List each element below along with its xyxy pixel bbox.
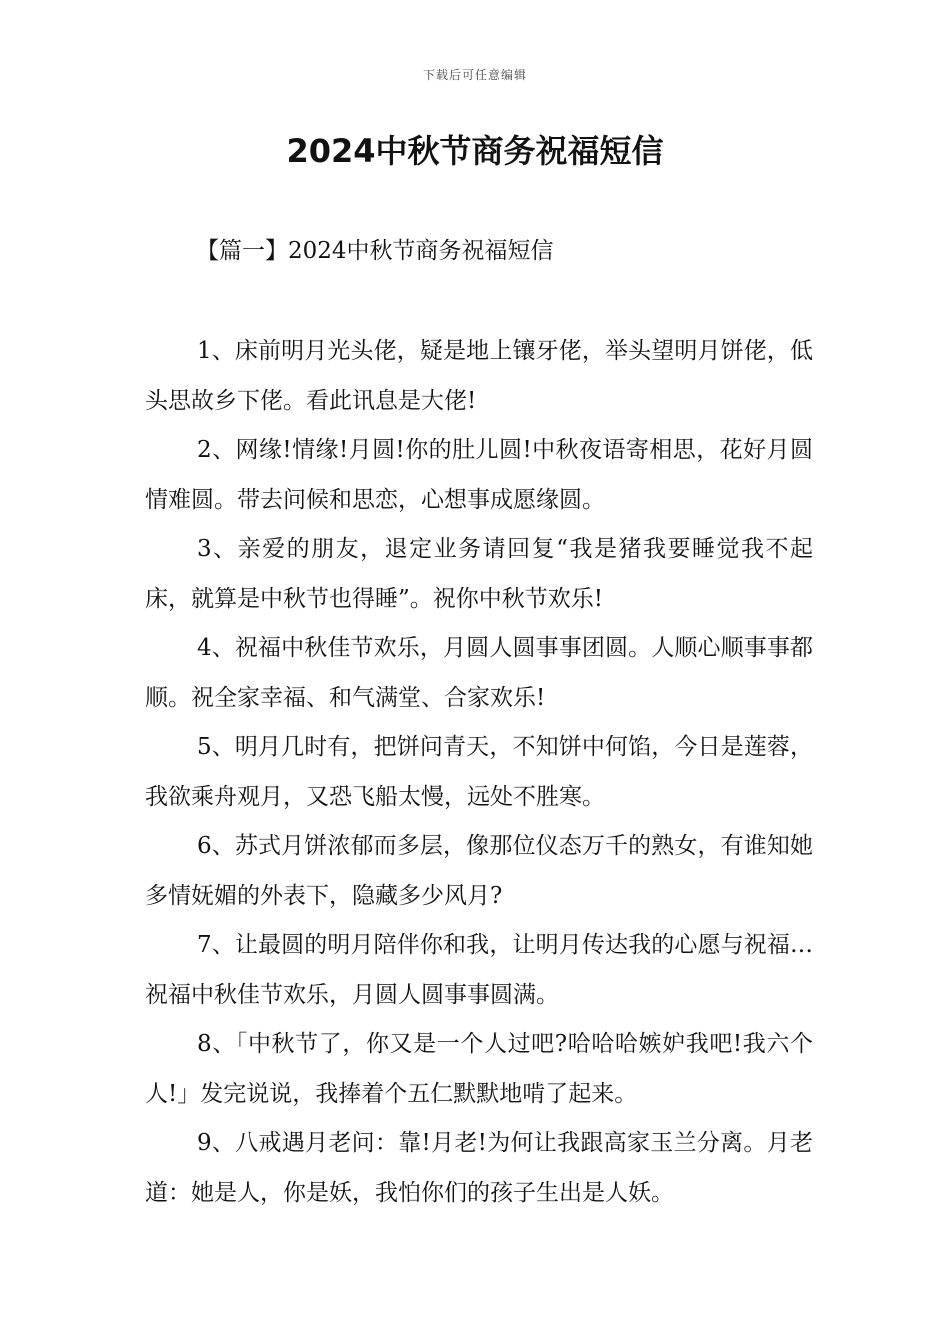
document-title: 2024中秋节商务祝福短信 <box>286 132 664 170</box>
paragraph-3: 3、亲爱的朋友，退定业务请回复“我是猪我要睡觉我不起床，就算是中秋节也得睡”。祝你中秋节欢乐! <box>145 536 813 612</box>
header-note: 下载后可任意编辑 <box>422 68 527 82</box>
paragraph-4: 4、祝福中秋佳节欢乐，月圆人圆事事团圆。人顺心顺事事都顺。祝全家幸福、和气满堂、合家欢乐! <box>145 635 813 711</box>
paragraph-1: 1、床前明月光头佬，疑是地上镶牙佬，举头望明月饼佬，低头思故乡下佬。看此讯息是大佬! <box>145 338 813 414</box>
paragraph-7: 7、让最圆的明月陪伴你和我，让明月传达我的心愿与祝福…祝福中秋佳节欢乐，月圆人圆事事圆满。 <box>145 932 813 1008</box>
document-body <box>145 327 813 1218</box>
paragraph-2: 2、网缘!情缘!月圆!你的肚儿圆!中秋夜语寄相思，花好月圆情难圆。带去问候和思恋，心想事成愿缘圆。 <box>145 437 813 513</box>
section-heading: 【篇一】2024中秋节商务祝福短信 <box>196 238 554 264</box>
paragraph-9: 9、八戒遇月老问：靠!月老!为何让我跟高家玉兰分离。月老道：她是人，你是妖，我怕你们的孩子生出是人妖。 <box>145 1130 813 1206</box>
paragraph-6: 6、苏式月饼浓郁而多层，像那位仪态万千的熟女，有谁知她多情妩媚的外表下，隐藏多少风月? <box>145 833 813 909</box>
paragraph-5: 5、明月几时有，把饼问青天，不知饼中何馅，今日是莲蓉，我欲乘舟观月，又恐飞船太慢，远处不胜寒。 <box>145 734 813 810</box>
paragraph-8: 8、「中秋节了，你又是一个人过吧?哈哈哈嫉妒我吧!我六个人!」发完说说，我捧着个五仁默默地啃了起来。 <box>145 1031 813 1107</box>
